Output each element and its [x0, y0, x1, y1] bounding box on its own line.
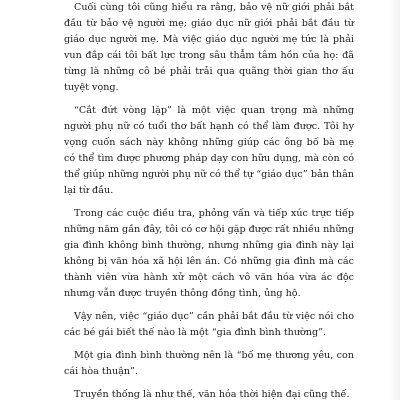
body-text	[64, 0, 354, 400]
paragraph-5: Một gia đình bình thường nên là “bố mẹ thương yêu, con cái hòa thuận”.	[64, 350, 354, 377]
page-edge-shadow	[390, 0, 400, 400]
paragraph-6: Truyền thống là như thế, văn hóa thời hiện đại cũng thế.	[74, 389, 350, 400]
paragraph-1: Cuối cùng tôi cũng hiểu ra rằng, bảo vệ nữ giới phải bắt đầu từ bảo vệ người mẹ; giáo dục nữ giới phải bắt đầu từ giáo dục người mẹ. Mà việc giáo dục người mẹ tức là phải vun đắp cái tôi bất lực trong sâu thẳm tâm hồn của họ: đã từng là những cô bé phải trải qua quãng thời gian thơ ấu tuyệt vọng.	[64, 2, 354, 93]
paragraph-2: “Cắt đứt vòng lặp” là một việc quan trọng mà những người phụ nữ có tuổi thơ bất hạnh có thể làm được. Tôi hy vọng cuốn sách này không những giúp các ông bố bà mẹ có thể tìm được phương pháp dạy con hữu dụng, mà còn có thể giúp những người phụ nữ có thể tự “giáo dục” bản thân lại từ đầu.	[64, 105, 354, 196]
paragraph-4: Vậy nên, việc “giáo dục” cần phải bắt đầu từ việc nói cho các bé gái biết thế nào là một “gia đình bình thường”.	[64, 311, 354, 338]
paragraph-3: Trong các cuộc điều tra, phỏng vấn và tiếp xúc trực tiếp những năm gần đây, tôi có cơ hội gặp được rất nhiều những gia đình không bình thường, nhưng những gia đình này lại không bị văn hóa xã hội lên án. Có những gia đình mà các thành viên vừa hành xử một cách vô văn hóa vừa ác độc nhưng vẫn được truyền thông đồng tình, ủng hộ.	[64, 208, 354, 299]
